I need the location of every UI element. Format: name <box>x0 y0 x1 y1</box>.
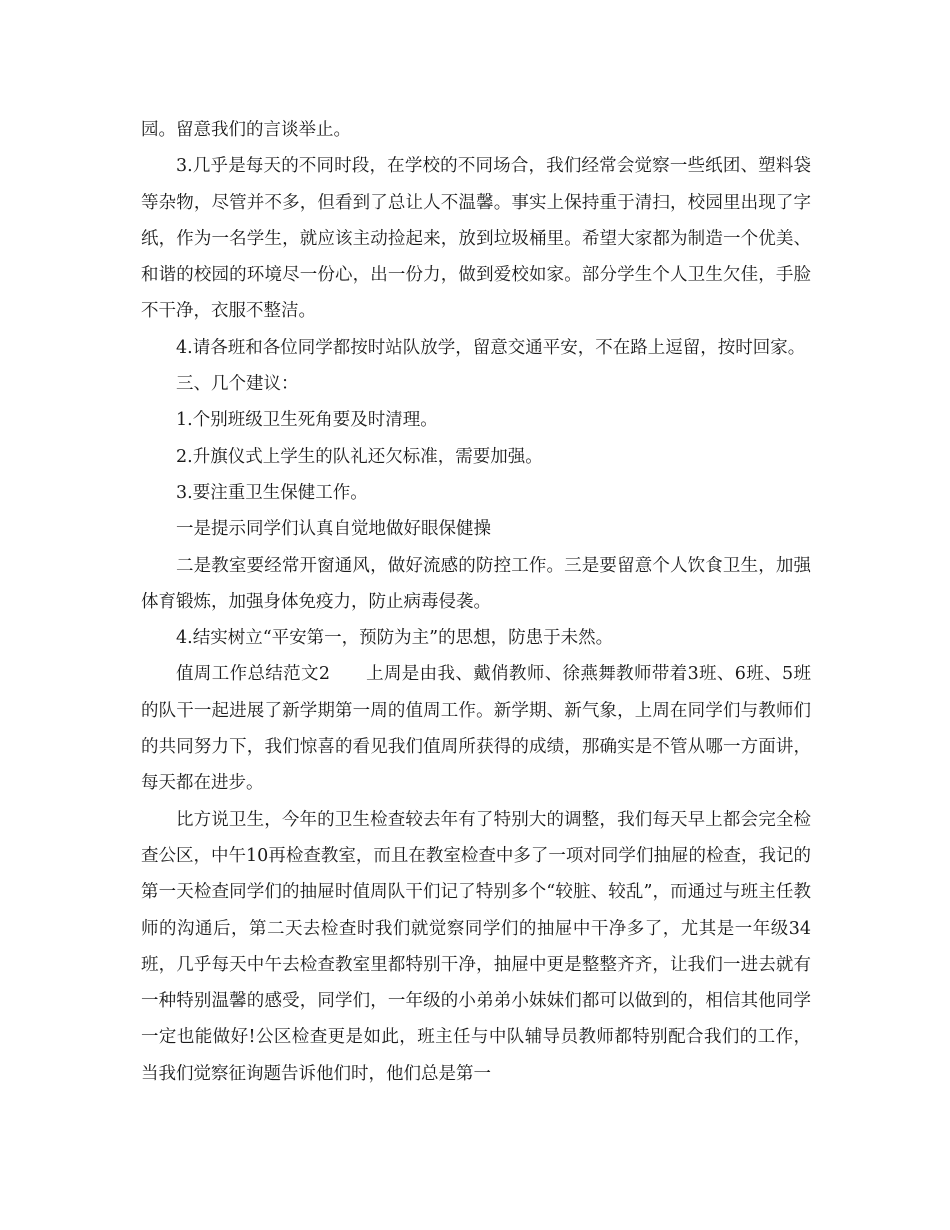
paragraph: 2.升旗仪式上学生的队礼还欠标准，需要加强。 <box>176 446 543 467</box>
paragraph: 二是教室要经常开窗通风，做好流感的防控工作。三是要留意个人饮食卫生，加强体育锻炼，加强身体免疫力，防止病毒侵袭。 <box>141 555 811 612</box>
document-body <box>141 112 811 1092</box>
paragraph: 3.几乎是每天的不同时段，在学校的不同场合，我们经常会觉察一些纸团、塑料袋等杂物，尽管并不多，但看到了总让人不温馨。事实上保持重于清扫，校园里出现了字纸，作为一名学生，就应该主动捡起来，放到垃圾桶里。希望大家都为制造一个优美、和谐的校园的环境尽一份心，出一份力，做到爱校如家。部分学生个人卫生欠佳，手脸不干净，衣服不整洁。 <box>141 156 811 322</box>
paragraph: 值周工作总结范文2 上周是由我、戴俏教师、徐燕舞教师带着3班、6班、5班的队干一起进展了新学期第一周的值周工作。新学期、新气象，上周在同学们与教师们的共同努力下，我们惊喜的看见我们值周所获得的成绩，那确实是不管从哪一方面讲，每天都在进步。 <box>141 664 811 794</box>
paragraph: 园。留意我们的言谈举止。 <box>141 120 351 140</box>
paragraph: 4.请各班和各位同学都按时站队放学，留意交通平安，不在路上逗留，按时回家。 <box>176 337 806 358</box>
paragraph: 比方说卫生，今年的卫生检查较去年有了特别大的调整，我们每天早上都会完全检查公区，中午10再检查教室，而且在教室检查中多了一项对同学们抽屉的检查，我记的第一天检查同学们的抽屉时值周队干们记了特别多个“较脏、较乱”，而通过与班主任教师的沟通后，第二天去检查时我们就觉察同学们的抽屉中干净多了，尤其是一年级34班，几乎每天中午去检查教室里都特别干净，抽屉中更是整整齐齐，让我们一进去就有一种特别温馨的感受，同学们，一年级的小弟弟小妹妹们都可以做到的，相信其他同学一定也能做好!公区检查更是如此，班主任与中队辅导员教师都特别配合我们的工作，当我们觉察征询题告诉他们时，他们总是第一 <box>141 809 811 1084</box>
paragraph: 一是提示同学们认真自觉地做好眼保健操 <box>176 519 491 540</box>
paragraph: 4.结实树立“平安第一，预防为主”的思想，防患于未然。 <box>176 628 614 649</box>
paragraph: 3.要注重卫生保健工作。 <box>176 482 368 503</box>
paragraph: 三、几个建议： <box>176 374 299 395</box>
paragraph: 1.个别班级卫生死角要及时清理。 <box>176 410 438 431</box>
